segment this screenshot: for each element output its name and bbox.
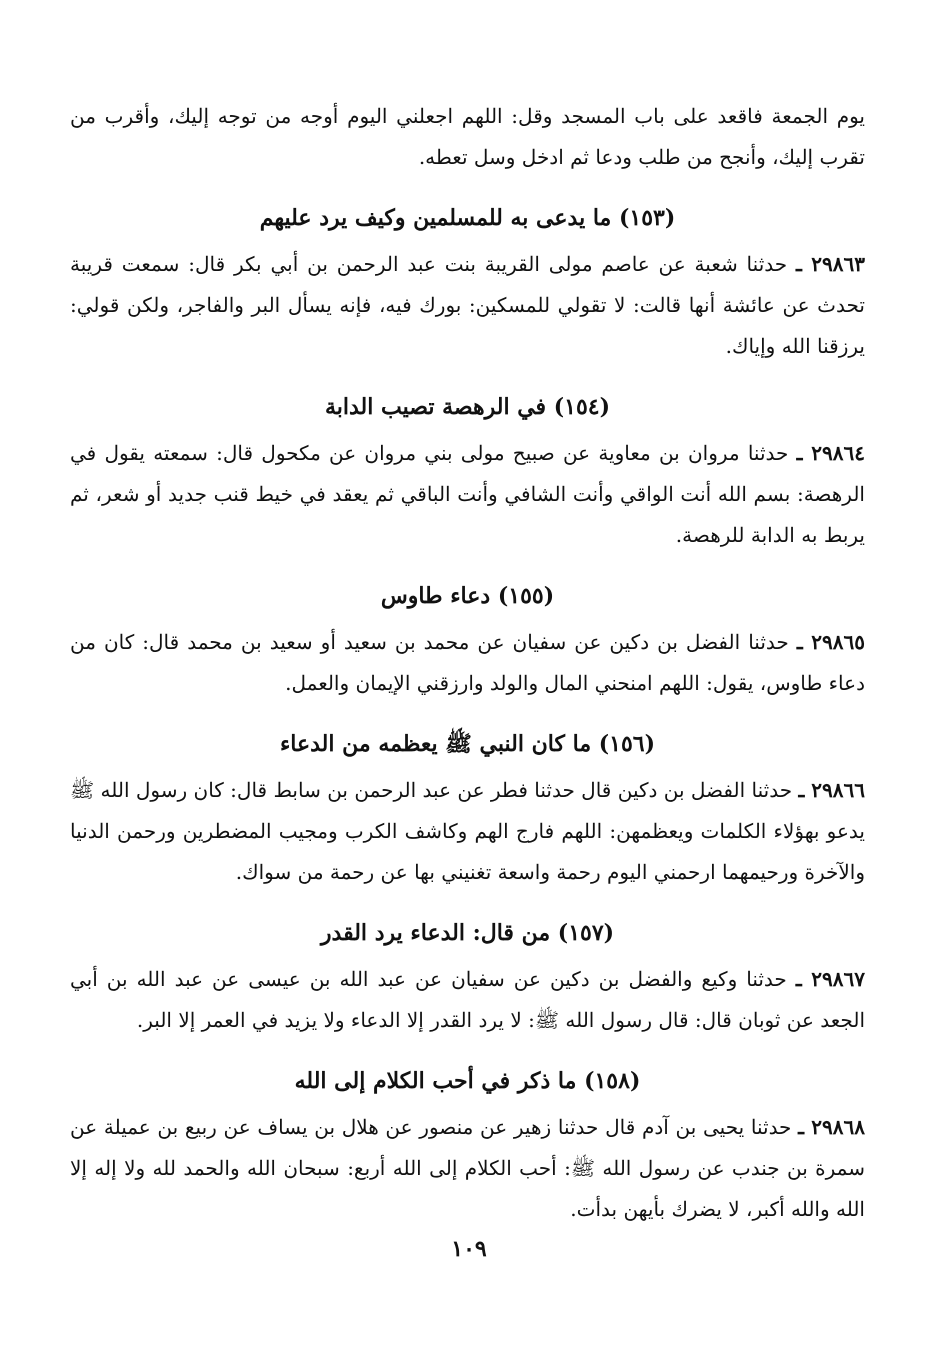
- hadith-number: ٢٩٨٦٣ ـ: [795, 252, 865, 276]
- section-heading-153: (١٥٣) ما يدعى به للمسلمين وكيف يرد عليهم: [259, 205, 676, 231]
- hadith-number: ٢٩٨٦٤ ـ: [796, 441, 866, 465]
- hadith-paragraph-29864: [70, 433, 865, 556]
- hadith-text: حدثنا الفضل بن دكين قال حدثنا فطر عن عبد الرحمن بن سابط قال: كان رسول الله ﷺ يدعو بهؤلاء الكلمات ويعظمهن: اللهم فارج الهم وكاشف الكرب ومجيب المضطرين ورحمن الدنيا والآخرة ورحيمهما ارحمني اليوم رحمة واسعة تغنيني بها عن رحمة من سواك.: [70, 778, 865, 884]
- hadith-text: حدثنا مروان بن معاوية عن صبيح مولى بني مروان عن مكحول قال: سمعته يقول في الرهصة: بسم الله أنت الواقي وأنت الشافي وأنت الباقي ثم يعقد في خيط قنب جديد أو شعر، ثم يربط به الدابة للرهصة.: [70, 441, 865, 547]
- page-number: ١٠٩: [451, 1236, 487, 1262]
- hadith-number: ٢٩٨٦٦ ـ: [798, 778, 865, 802]
- section-heading-154: (١٥٤) في الرهصة تصيب الدابة: [324, 394, 611, 420]
- hadith-number: ٢٩٨٦٧ ـ: [795, 967, 865, 991]
- section-heading-158: (١٥٨) ما ذكر في أحب الكلام إلى الله: [294, 1068, 641, 1094]
- hadith-text: حدثنا الفضل بن دكين عن سفيان عن محمد بن سعيد أو سعيد بن محمد قال: كان من دعاء طاوس، يقول: اللهم امنحني المال والولد وارزقني الإيمان والعمل.: [70, 630, 865, 695]
- hadith-paragraph-29863: [70, 244, 865, 367]
- intro-paragraph: يوم الجمعة فاقعد على باب المسجد وقل: اللهم اجعلني اليوم أوجه من توجه إليك، وأقرب من تقرب إليك، وأنجح من طلب ودعا ثم ادخل وسل تعطه.: [70, 104, 865, 169]
- hadith-paragraph-29865: [70, 622, 865, 704]
- section-heading-155: (١٥٥) دعاء طاوس: [380, 583, 555, 609]
- hadith-paragraph-29868: [70, 1107, 865, 1230]
- section-heading-157: (١٥٧) من قال: الدعاء يرد القدر: [320, 920, 615, 946]
- hadith-number: ٢٩٨٦٨ ـ: [798, 1115, 866, 1139]
- hadith-number: ٢٩٨٦٥ ـ: [796, 630, 866, 654]
- section-heading-156: (١٥٦) ما كان النبي ﷺ يعظمه من الدعاء: [279, 731, 656, 757]
- hadith-text: حدثنا شعبة عن عاصم مولى القريبة بنت عبد الرحمن بن أبي بكر قال: سمعت قريبة تحدث عن عائشة أنها قالت: لا تقولي للمسكين: بورك فيه، فإنه يسأل البر والفاجر، ولكن قولي: يرزقنا الله وإياك.: [70, 252, 865, 358]
- hadith-text: حدثنا يحيى بن آدم قال حدثنا زهير عن منصور عن هلال بن يساف عن ربيع بن عميلة عن سمرة بن جندب عن رسول الله ﷺ: أحب الكلام إلى الله أربع: سبحان الله والحمد لله ولا إله إلا الله والله أكبر، لا يضرك بأيهن بدأت.: [70, 1115, 865, 1221]
- hadith-paragraph-29866: [70, 770, 865, 893]
- page-body: [70, 96, 865, 1230]
- hadith-text: حدثنا وكيع والفضل بن دكين عن سفيان عن عبد الله بن عيسى عن عبد الله بن أبي الجعد عن ثوبان قال: قال رسول الله ﷺ: لا يرد القدر إلا الدعاء ولا يزيد في العمر إلا البر.: [70, 967, 865, 1032]
- hadith-paragraph-29867: [70, 959, 865, 1041]
